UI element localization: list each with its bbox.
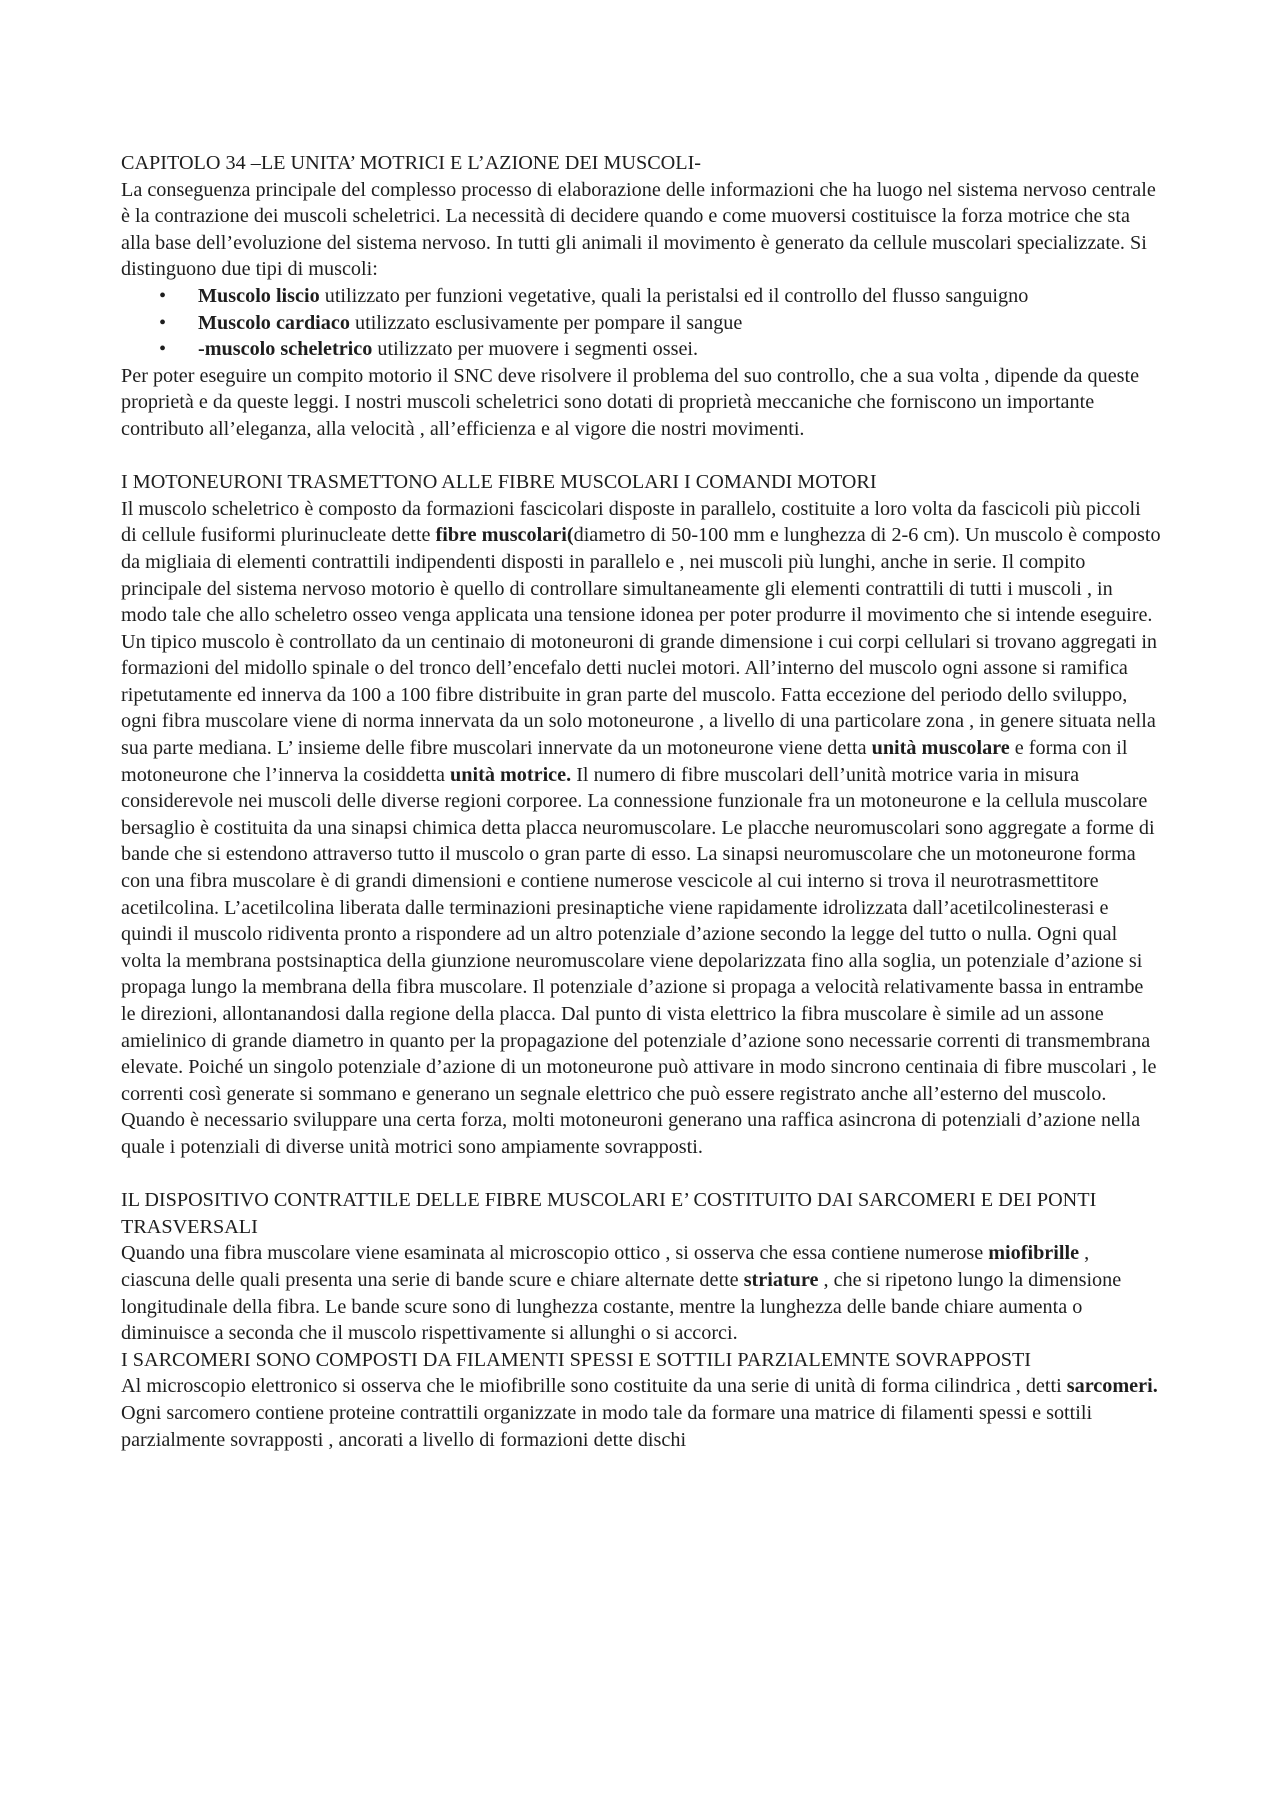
bullet-term: Muscolo liscio [198, 284, 320, 307]
section-heading-motoneurons: I MOTONEURONI TRASMETTONO ALLE FIBRE MUSCOLARI I COMANDI MOTORI [121, 471, 877, 494]
paragraph-spacer [121, 443, 1161, 470]
bold-term: unità motrice. [450, 763, 572, 786]
chapter-title: CAPITOLO 34 –LE UNITA’ MOTRICI E L’AZIONE DEI MUSCOLI- [121, 152, 702, 174]
body-text: e forma con il motoneurone che l’innerva la cosiddetta [121, 737, 1128, 786]
control-paragraph: Per poter eseguire un compito motorio il SNC deve risolvere il problema del suo controllo, che a sua volta , dipende da queste proprietà e da queste leggi. I nostri muscoli scheletrici sono dotati di proprietà meccaniche che forniscono un importante contributo all’eleganza, alla velocità , all’efficienza e al vigore die nostri movimenti. [121, 364, 1140, 440]
bullet-term: -muscolo scheletrico [198, 338, 373, 361]
body-text: Il muscolo scheletrico è composto da formazioni fascicolari disposte in parallelo, costituite a loro volta da fascicoli più piccoli di cellule fusiformi plurinucleate dette [121, 497, 1141, 547]
section-heading-contractile: IL DISPOSITIVO CONTRATTILE DELLE FIBRE MUSCOLARI E’ COSTITUITO DAI SARCOMERI E DEI PONTI TRASVERSALI [121, 1189, 1097, 1238]
document-page [121, 150, 1161, 1453]
bold-term: striature [743, 1268, 819, 1291]
bullet-marker: • [159, 284, 167, 307]
body-text: Ogni sarcomero contiene proteine contrattili organizzate in modo tale da formare una matrice di filamenti spessi e sottili parzialmente sovrapposti , ancorati a livello di formazioni dette dischi [121, 1401, 1093, 1451]
section-body-motoneurons [121, 496, 1161, 1161]
section-heading-sarcomeres: I SARCOMERI SONO COMPOSTI DA FILAMENTI SPESSI E SOTTILI PARZIALEMNTE SOVRAPPOSTI [121, 1348, 1032, 1371]
list-item [121, 336, 1161, 363]
bullet-term: Muscolo cardiaco [198, 311, 350, 334]
bullet-marker: • [159, 311, 167, 334]
section-body-contractile [121, 1240, 1161, 1346]
bold-term: sarcomeri. [1066, 1375, 1158, 1398]
body-text: Al microscopio elettronico si osserva che le miofibrille sono costituite da una serie di unità di forma cilindrica , detti [121, 1375, 1067, 1398]
bullet-text: utilizzato per funzioni vegetative, quali la peristalsi ed il controllo del flusso sanguigno [319, 284, 1029, 307]
body-text: diametro di 50-100 mm e lunghezza di 2-6 cm). Un muscolo è composto da migliaia di elementi contrattili indipendenti disposti in parallelo e , nei muscoli più lunghi, anche in serie. Il compito principale del sistema nervoso motorio è quello di controllare simultaneamente gli elementi contrattili di tutti i muscoli , in modo tale che allo scheletro osseo venga applicata una tensione idonea per poter produrre il movimento che si intende eseguire. Un tipico muscolo è controllato da un centinaio di motoneuroni di grande dimensione i cui corpi cellulari si trovano aggregati in formazioni del midollo spinale o del tronco dell’encefalo detti nuclei motori. All’interno del muscolo ogni assone si ramifica ripetutamente ed innerva da 100 a 100 fibre distribuite in gran parte del muscolo. Fatta eccezione del periodo dello sviluppo, ogni fibra muscolare viene di norma innervata da un solo motoneurone , a livello di una particolare zona , in genere situata nella sua parte mediana. L’ insieme delle fibre muscolari innervate da un motoneurone viene detta [121, 524, 1161, 760]
bullet-marker: • [159, 338, 167, 361]
bold-term: fibre muscolari( [435, 524, 574, 547]
bold-term: unità muscolare [871, 737, 1010, 760]
list-item [121, 283, 1161, 310]
body-text: Il numero di fibre muscolari dell’unità motrice varia in misura considerevole nei muscoli delle diverse regioni corporee. La connessione funzionale fra un motoneurone e la cellula muscolare bersaglio è costituita da una sinapsi chimica detta placca neuromuscolare. Le placche neuromuscolari sono aggregate a forme di bande che si estendono attraverso tutto il muscolo o gran parte di esso. La sinapsi neuromuscolare che un motoneurone forma con una fibra muscolare è di grandi dimensioni e contiene numerose vescicole al cui interno si trova il neurotrasmettitore acetilcolina. L’acetilcolina liberata dalle terminazioni presinaptiche viene rapidamente idrolizzata dall’acetilcolinesterasi e quindi il muscolo ridiventa pronto a rispondere ad un altro potenziale d’azione secondo la legge del tutto o nulla. Ogni qual volta la membrana postsinaptica della giunzione neuromuscolare viene depolarizzata fino alla soglia, un potenziale d’azione si propaga lungo la membrana della fibra muscolare. Il potenziale d’azione si propaga a velocità relativamente bassa in entrambe le direzioni, allontanandosi dalla regione della placca. Dal punto di vista elettrico la fibra muscolare è simile ad un assone amielinico di grande diametro in quanto per la propagazione del potenziale d’azione sono necessarie correnti di transmembrana elevate. Poiché un singolo potenziale d’azione di un motoneurone può attivare in modo sincrono centinaia di fibre muscolari , le correnti così generate si sommano e generano un segnale elettrico che può essere registrato anche all’esterno del muscolo. Quando è necessario sviluppare una certa forza, molti motoneuroni generano una raffica asincrona di potenziali d’azione nella quale i potenziali di diverse unità motrici sono ampiamente sovrapposti. [121, 763, 1157, 1158]
intro-paragraph: La conseguenza principale del complesso processo di elaborazione delle informazioni che ha luogo nel sistema nervoso centrale è la contrazione dei muscoli scheletrici. La necessità di decidere quando e come muoversi costituisce la forza motrice che sta alla base dell’evoluzione del sistema nervoso. In tutti gli animali il movimento è generato da cellule muscolari specializzate. Si distinguono due tipi di muscoli: [121, 178, 1156, 281]
bold-term: miofibrille [988, 1242, 1080, 1265]
body-text: Quando una fibra muscolare viene esaminata al microscopio ottico , si osserva che essa contiene numerose [121, 1242, 989, 1265]
bullet-text: utilizzato per muovere i segmenti ossei. [372, 338, 699, 361]
muscle-types-list [121, 283, 1161, 363]
paragraph-spacer [121, 1161, 1161, 1188]
list-item [121, 310, 1161, 337]
section-body-sarcomeres [121, 1373, 1161, 1453]
body-text: , ciascuna delle quali presenta una serie di bande scure e chiare alternate dette [121, 1242, 1090, 1291]
body-text: , che si ripetono lungo la dimensione longitudinale della fibra. Le bande scure sono di lunghezza costante, mentre la lunghezza delle bande chiare aumenta o diminuisce a seconda che il muscolo rispettivamente si allunghi o si accorci. [121, 1268, 1122, 1345]
bullet-text: utilizzato esclusivamente per pompare il sangue [349, 311, 743, 334]
